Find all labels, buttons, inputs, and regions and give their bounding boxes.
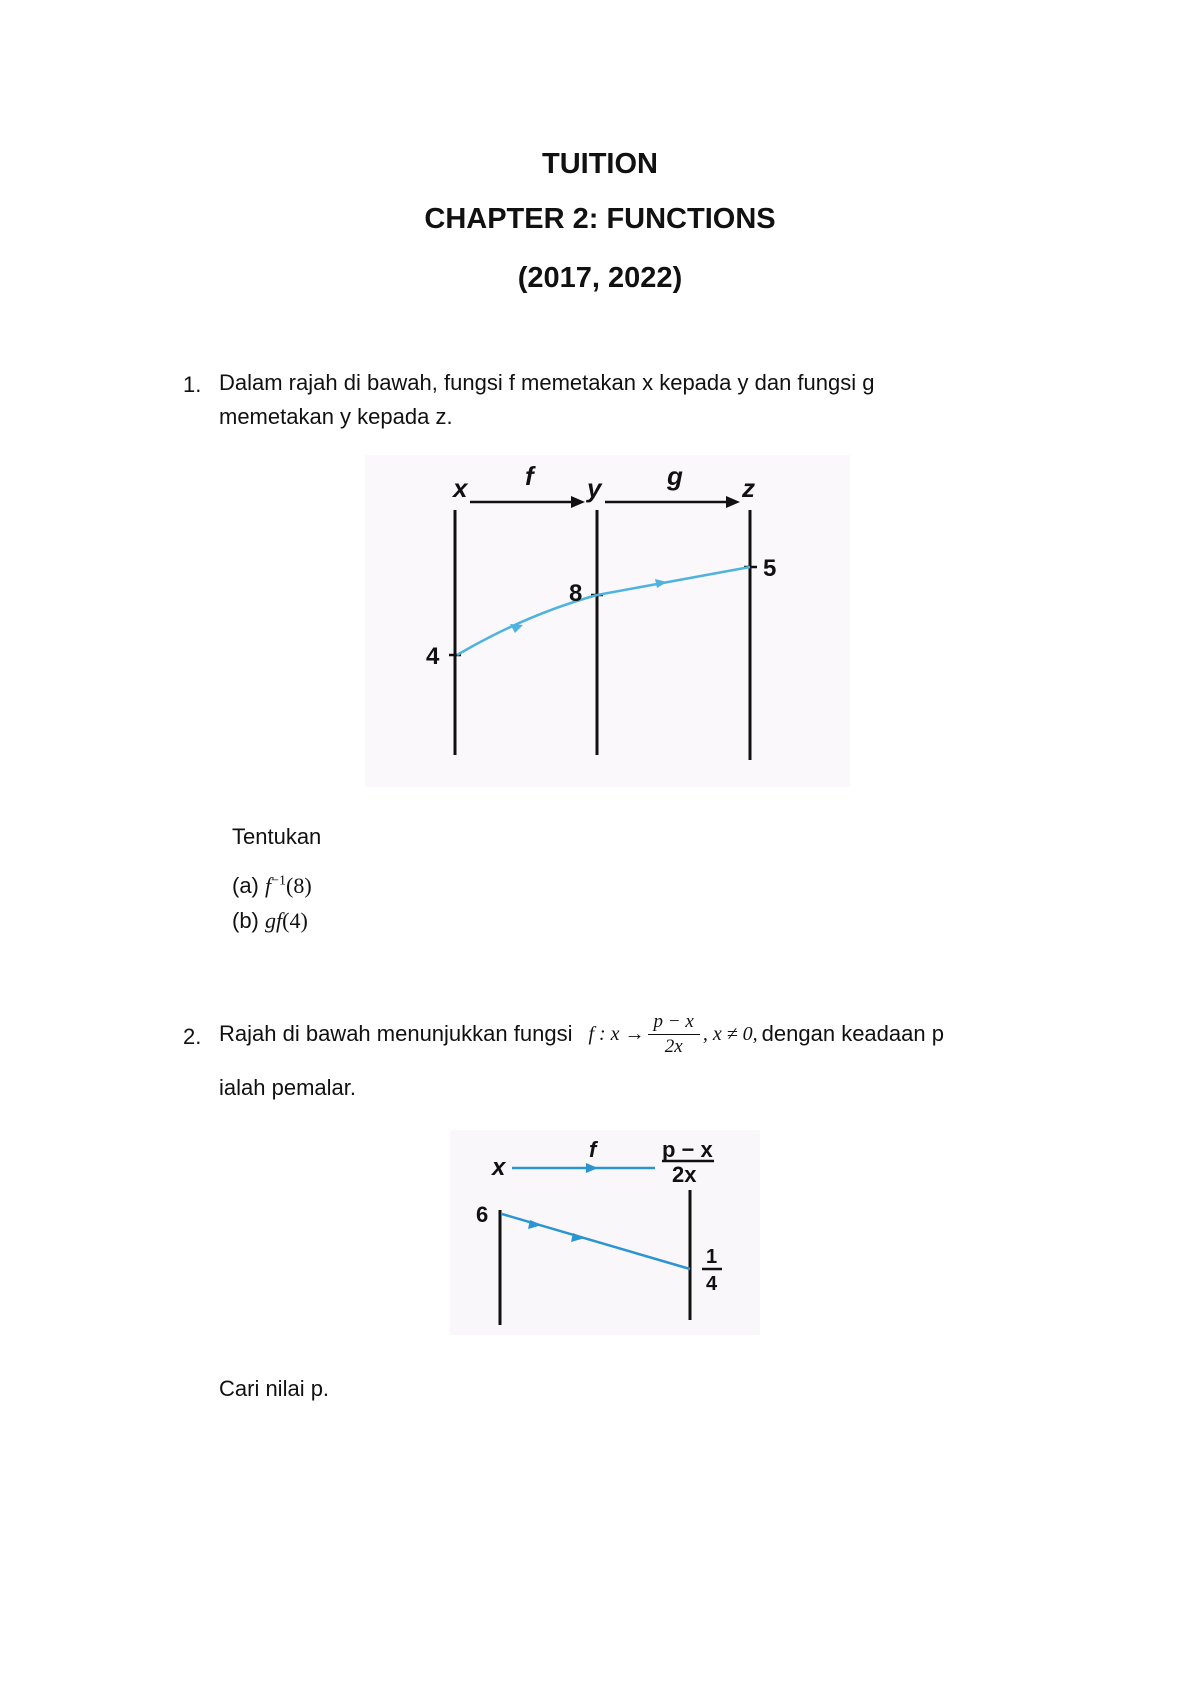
q2-text-after: dengan keadaan p <box>761 1021 944 1046</box>
q2-fn-head: f : x → <box>588 1022 645 1045</box>
q1-part-b-arg: (4) <box>282 908 308 933</box>
q2-arrow-diagram <box>450 1130 760 1335</box>
q1-label-y: y <box>587 473 602 503</box>
q1-value-x: 4 <box>426 643 440 670</box>
q2-text-line2: ialah pemalar. <box>219 1075 356 1100</box>
q2-text-line1 <box>219 1004 944 1064</box>
q2-label-denominator: 2x <box>672 1162 697 1187</box>
chapter-title: CHAPTER 2: FUNCTIONS <box>424 203 776 235</box>
q2-text-before: Rajah di bawah menunjukkan fungsi <box>219 1021 573 1046</box>
q1-label-z: z <box>742 473 755 503</box>
q1-part-a-sup: −1 <box>271 873 287 889</box>
q2-fn-fraction <box>648 1010 700 1059</box>
q2-label-x: x <box>492 1154 506 1181</box>
q1-arrow-g-label: g <box>667 461 683 491</box>
q2-value-left: 6 <box>476 1202 489 1227</box>
q2-fn-denominator: 2x <box>664 1035 683 1057</box>
q2-fn-tail: , x ≠ 0, <box>702 1022 758 1045</box>
q2-number: 2. <box>183 1024 202 1049</box>
q1-prompt: Tentukan <box>232 824 322 849</box>
q2-value-right-denominator: 4 <box>706 1273 718 1295</box>
q2-label-numerator: p − x <box>662 1137 713 1162</box>
q1-part-a-fn: f <box>265 873 272 898</box>
year-range: (2017, 2022) <box>517 262 683 294</box>
q1-number: 1. <box>183 372 202 397</box>
q2-value-right-numerator: 1 <box>706 1246 718 1268</box>
q1-part-b-label: (b) <box>232 908 259 933</box>
q1-label-x: x <box>453 473 468 503</box>
q1-text <box>219 366 875 434</box>
q1-part-a <box>232 873 312 899</box>
q1-value-z: 5 <box>763 555 777 582</box>
q2-prompt: Cari nilai p. <box>219 1376 330 1401</box>
doc-title: TUITION <box>542 148 658 180</box>
q1-part-b-fn: gf <box>265 908 283 933</box>
q1-text-line2: memetakan y kepada z. <box>219 404 453 429</box>
q1-part-b <box>232 908 308 934</box>
q1-part-a-arg: (8) <box>286 873 312 898</box>
q1-arrow-f-label: f <box>525 461 534 491</box>
q2-fn-numerator: p − x <box>648 1010 700 1035</box>
q1-part-a-label: (a) <box>232 873 259 898</box>
q1-arrow-diagram <box>365 455 850 787</box>
q1-text-line1: Dalam rajah di bawah, fungsi f memetakan x kepada y dan fungsi g <box>219 370 875 395</box>
q1-value-y: 8 <box>569 580 583 607</box>
q2-arrow-f-label: f <box>589 1137 597 1162</box>
